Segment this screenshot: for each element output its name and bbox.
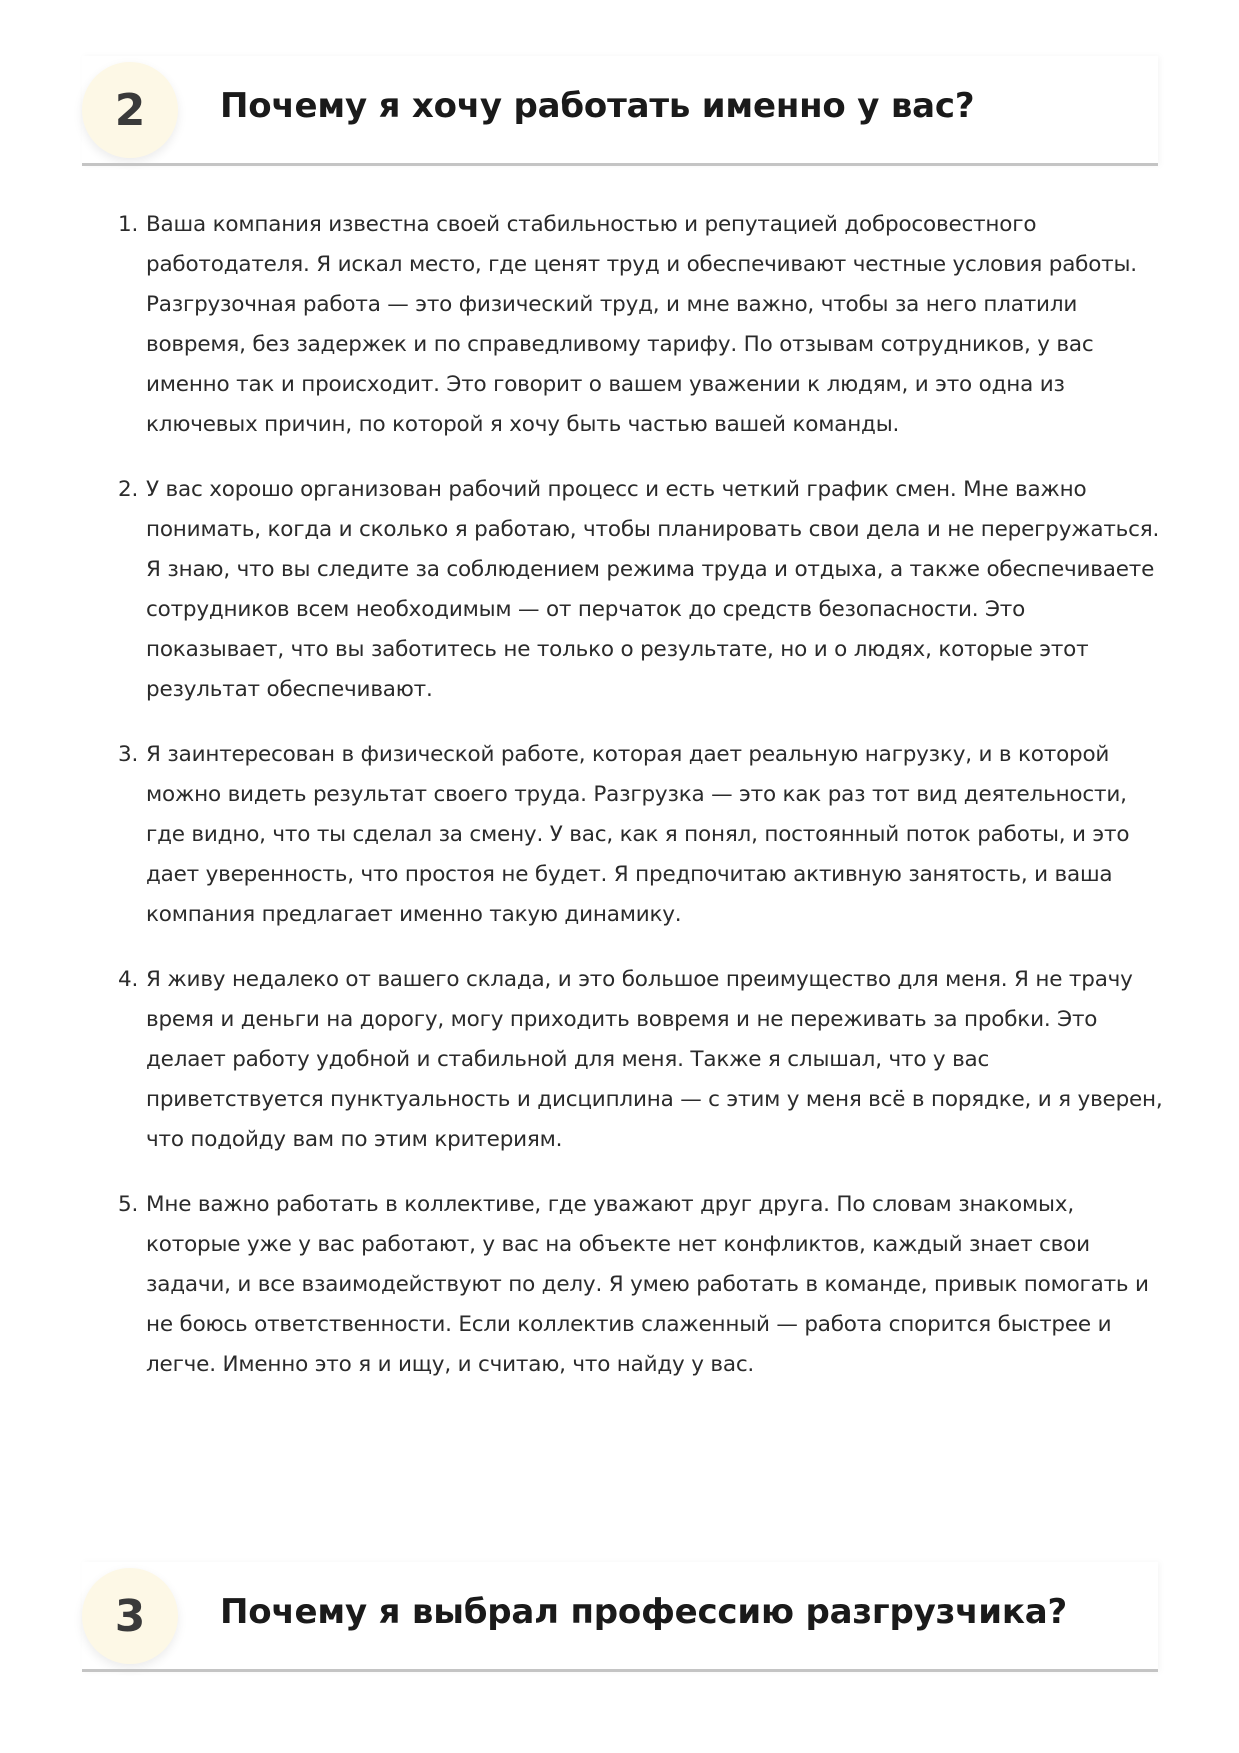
section-title: Почему я хочу работать именно у вас?	[220, 86, 975, 126]
section-number-badge	[82, 1568, 178, 1664]
section-header-2	[82, 56, 1158, 166]
section-title: Почему я выбрал профессию разгрузчика?	[220, 1592, 1068, 1632]
list-item-text: Я заинтересован в физической работе, которая дает реальную нагрузку, и в которой можно видеть результат своего труда. Разгрузка — это как раз тот вид деятельности, где видно, что ты сделал за смену. У вас, как я понял, постоянный поток работы, и это дает уверенность, что простоя не будет. Я предпочитаю активную занятость, и ваша компания предлагает именно такую динамику.	[146, 742, 1130, 927]
section-number: 2	[114, 84, 146, 136]
section-number-badge	[82, 62, 178, 158]
list-item	[118, 470, 1163, 710]
list-marker: 1.	[118, 212, 139, 237]
list-marker: 5.	[118, 1192, 139, 1217]
section-header-3	[82, 1562, 1158, 1672]
list-item	[118, 205, 1163, 445]
list-marker: 2.	[118, 477, 139, 502]
section-number: 3	[114, 1590, 146, 1642]
section-divider	[82, 1669, 1158, 1672]
list-marker: 3.	[118, 742, 139, 767]
list-item-text: У вас хорошо организован рабочий процесс и есть четкий график смен. Мне важно понимать, когда и сколько я работаю, чтобы планировать свои дела и не перегружаться. Я знаю, что вы следите за соблюдением режима труда и отдыха, а также обеспечиваете сотрудников всем необходимым — от перчаток до средств безопасности. Это показывает, что вы заботитесь не только о результате, но и о людях, которые этот результат обеспечивают.	[146, 477, 1160, 702]
list-item	[118, 1185, 1163, 1385]
list-marker: 4.	[118, 967, 139, 992]
reasons-list	[118, 205, 1163, 1410]
list-item-text: Ваша компания известна своей стабильностью и репутацией добросовестного работодателя. Я искал место, где ценят труд и обеспечивают честные условия работы. Разгрузочная работа — это физический труд, и мне важно, чтобы за него платили вовремя, без задержек и по справедливому тарифу. По отзывам сотрудников, у вас именно так и происходит. Это говорит о вашем уважении к людям, и это одна из ключевых причин, по которой я хочу быть частью вашей команды.	[146, 212, 1137, 437]
section-divider	[82, 163, 1158, 166]
list-item	[118, 735, 1163, 935]
list-item-text: Я живу недалеко от вашего склада, и это большое преимущество для меня. Я не трачу время и деньги на дорогу, могу приходить вовремя и не переживать за пробки. Это делает работу удобной и стабильной для меня. Также я слышал, что у вас приветствуется пунктуальность и дисциплина — с этим у меня всё в порядке, и я уверен, что подойду вам по этим критериям.	[146, 967, 1163, 1152]
list-item	[118, 960, 1163, 1160]
list-item-text: Мне важно работать в коллективе, где уважают друг друга. По словам знакомых, которые уже у вас работают, у вас на объекте нет конфликтов, каждый знает свои задачи, и все взаимодействуют по делу. Я умею работать в команде, привык помогать и не боюсь ответственности. Если коллектив слаженный — работа спорится быстрее и легче. Именно это я и ищу, и считаю, что найду у вас.	[146, 1192, 1149, 1377]
